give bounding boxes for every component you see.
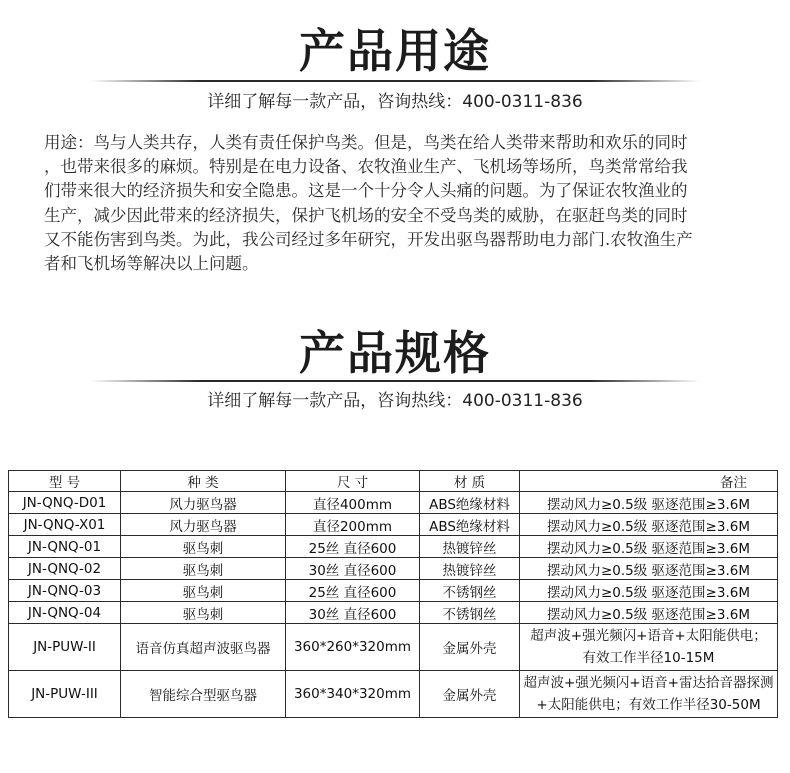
cell-type: 驱鸟刺 <box>121 580 286 602</box>
cell-model: JN-PUW-II <box>9 624 121 671</box>
cell-note: 摆动风力≥0.5级 驱逐范围≥3.6M <box>520 558 778 580</box>
spec-title-divider <box>90 380 700 382</box>
header-model: 型 号 <box>9 471 121 492</box>
cell-note: 摆动风力≥0.5级 驱逐范围≥3.6M <box>520 580 778 602</box>
cell-model: JN-QNQ-04 <box>9 602 121 624</box>
cell-type: 驱鸟刺 <box>121 602 286 624</box>
cell-model: JN-QNQ-02 <box>9 558 121 580</box>
note-line: 超声波+强光频闪+语音+雷达拾音器探测 <box>523 675 774 691</box>
usage-title-divider <box>90 80 700 82</box>
cell-type: 驱鸟刺 <box>121 558 286 580</box>
table-row <box>9 580 778 602</box>
cell-type: 智能综合型驱鸟器 <box>121 671 286 718</box>
header-note: 备注 <box>520 471 778 492</box>
table-row <box>9 492 778 514</box>
cell-type: 风力驱鸟器 <box>121 514 286 536</box>
cell-type: 驱鸟刺 <box>121 536 286 558</box>
cell-material: 金属外壳 <box>420 624 520 671</box>
cell-size: 25丝 直径600 <box>286 536 420 558</box>
cell-material: 不锈钢丝 <box>420 580 520 602</box>
cell-model: JN-QNQ-01 <box>9 536 121 558</box>
cell-note: 摆动风力≥0.5级 驱逐范围≥3.6M <box>520 514 778 536</box>
cell-model: JN-PUW-III <box>9 671 121 718</box>
cell-type: 语音仿真超声波驱鸟器 <box>121 624 286 671</box>
cell-material: 热镀锌丝 <box>420 558 520 580</box>
cell-size: 25丝 直径600 <box>286 580 420 602</box>
cell-note: 摆动风力≥0.5级 驱逐范围≥3.6M <box>520 536 778 558</box>
cell-size: 直径400mm <box>286 492 420 514</box>
usage-line: 们带来很大的经济损失和安全隐患。这是一个十分令人头痛的问题。为了保证农牧渔业的 <box>44 181 688 201</box>
cell-type: 风力驱鸟器 <box>121 492 286 514</box>
table-row <box>9 536 778 558</box>
usage-line: 者和飞机场等解决以上问题。 <box>44 254 259 274</box>
cell-note <box>520 671 778 718</box>
cell-size: 直径200mm <box>286 514 420 536</box>
cell-note: 摆动风力≥0.5级 驱逐范围≥3.6M <box>520 492 778 514</box>
table-row <box>9 602 778 624</box>
usage-line: 生产，减少因此带来的经济损失，保护飞机场的安全不受鸟类的威胁，在驱赶鸟类的同时 <box>44 205 688 225</box>
usage-line: 用途：鸟与人类共存，人类有责任保护鸟类。但是，鸟类在给人类带来帮助和欢乐的同时 <box>44 133 688 152</box>
cell-size: 360*340*320mm <box>286 671 420 718</box>
spec-section-title: 产品规格 <box>299 326 491 380</box>
header-material: 材 质 <box>420 471 520 492</box>
cell-material: ABS绝缘材料 <box>420 492 520 514</box>
cell-model: JN-QNQ-03 <box>9 580 121 602</box>
table-header-row <box>9 471 778 492</box>
cell-note: 摆动风力≥0.5级 驱逐范围≥3.6M <box>520 602 778 624</box>
cell-material: 热镀锌丝 <box>420 536 520 558</box>
usage-section-title: 产品用途 <box>299 24 491 78</box>
usage-line: ，也带来很多的麻烦。特别是在电力设备、农牧渔业生产、飞机场等场所，鸟类常常给我 <box>44 157 688 177</box>
note-line: 有效工作半径10-15M <box>582 650 715 666</box>
cell-note <box>520 624 778 671</box>
usage-hotline: 详细了解每一款产品，咨询热线：400-0311-836 <box>207 92 583 112</box>
header-type: 种 类 <box>121 471 286 492</box>
note-line: +太阳能供电；有效工作半径30-50M <box>536 697 761 713</box>
table-row <box>9 514 778 536</box>
cell-size: 30丝 直径600 <box>286 558 420 580</box>
usage-description <box>44 131 754 276</box>
spec-table <box>8 470 778 718</box>
cell-size: 360*260*320mm <box>286 624 420 671</box>
cell-material: ABS绝缘材料 <box>420 514 520 536</box>
table-row <box>9 671 778 718</box>
cell-model: JN-QNQ-D01 <box>9 492 121 514</box>
cell-material: 不锈钢丝 <box>420 602 520 624</box>
spec-hotline: 详细了解每一款产品，咨询热线：400-0311-836 <box>207 391 583 411</box>
table-row <box>9 558 778 580</box>
usage-line: 又不能伤害到鸟类。为此，我公司经过多年研究，开发出驱鸟器帮助电力部门.农牧渔生产 <box>44 229 693 249</box>
cell-size: 30丝 直径600 <box>286 602 420 624</box>
note-line: 超声波+强光频闪+语音+太阳能供电； <box>530 628 767 644</box>
cell-model: JN-QNQ-X01 <box>9 514 121 536</box>
cell-material: 金属外壳 <box>420 671 520 718</box>
header-size: 尺 寸 <box>286 471 420 492</box>
table-row <box>9 624 778 671</box>
